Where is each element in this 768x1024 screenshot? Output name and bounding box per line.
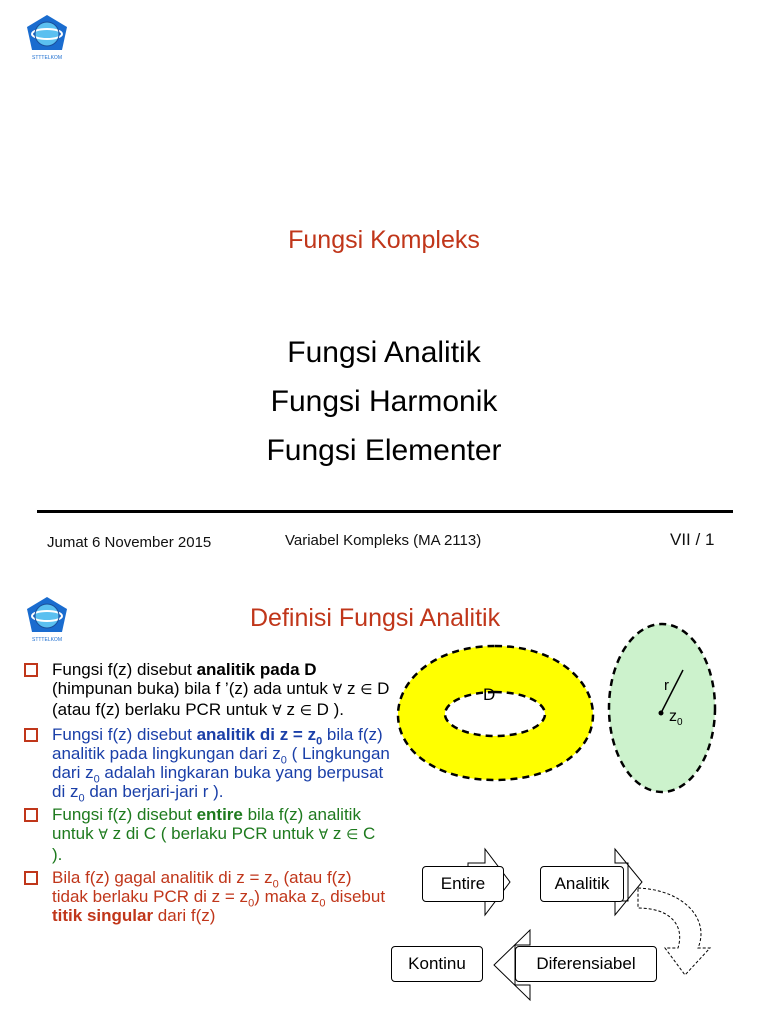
flow-entire-box: Entire bbox=[422, 866, 504, 902]
forall-symbol: ∀ bbox=[318, 827, 329, 843]
radius-label: r bbox=[664, 677, 669, 694]
bullet-titik-singular bbox=[22, 868, 390, 925]
text: Bila f(z) gagal analitik di z = z bbox=[52, 868, 273, 887]
term: titik singular bbox=[52, 906, 154, 925]
center-point bbox=[659, 711, 664, 716]
flow-diferensiabel-box: Diferensiabel bbox=[515, 946, 657, 982]
text: dari f(z) bbox=[153, 906, 216, 925]
text: z bbox=[342, 679, 361, 698]
bullet-entire bbox=[22, 805, 390, 864]
flow-kontinu-box: Kontinu bbox=[391, 946, 483, 982]
institution-logo bbox=[22, 12, 72, 62]
domain-d-shape bbox=[398, 646, 593, 780]
center-label: $z_0$ bbox=[669, 708, 683, 728]
text: dan berjari-jari r ). bbox=[84, 782, 224, 801]
element-of-symbol: ∈ bbox=[299, 703, 312, 719]
topic-analitik: Fungsi Analitik bbox=[287, 336, 481, 369]
forall-symbol: ∀ bbox=[332, 682, 343, 698]
domain-diagram bbox=[395, 640, 595, 785]
svg-text:STTTELKOM: STTTELKOM bbox=[31, 55, 63, 61]
bullet-square-icon bbox=[24, 871, 38, 885]
subscript: 0 bbox=[78, 792, 85, 805]
subscript: 0 bbox=[316, 735, 323, 748]
text: (himpunan buka) bila f ’(z) ada untuk bbox=[52, 679, 333, 698]
topic-elementer: Fungsi Elementer bbox=[266, 434, 502, 467]
text: z di C ( berlaku PCR untuk bbox=[107, 824, 319, 843]
subscript: 0 bbox=[319, 897, 326, 910]
text: D ). bbox=[311, 700, 344, 719]
term: entire bbox=[196, 805, 243, 824]
bullet-analitik-pada-d bbox=[22, 660, 390, 721]
subscript: 0 bbox=[280, 754, 287, 767]
text: Fungsi f(z) disebut bbox=[52, 725, 197, 744]
institution-logo-2 bbox=[22, 594, 72, 644]
text: z bbox=[328, 824, 347, 843]
text: z bbox=[281, 700, 300, 719]
term: analitik pada D bbox=[196, 660, 317, 679]
domain-label: D bbox=[483, 685, 496, 704]
text: bila f(z) analitik untuk bbox=[52, 805, 361, 843]
neighborhood-diagram bbox=[605, 620, 720, 800]
subscript: 0 bbox=[248, 897, 255, 910]
topic-harmonik: Fungsi Harmonik bbox=[270, 385, 498, 418]
forall-symbol: ∀ bbox=[272, 703, 282, 719]
text: Fungsi f(z) disebut bbox=[52, 805, 197, 824]
term: analitik di z = z bbox=[196, 725, 317, 744]
bullet-square-icon bbox=[24, 663, 38, 677]
text: (atau f(z) tidak berlaku PCR di z = z bbox=[52, 868, 352, 906]
bullet-analitik-di-z0 bbox=[22, 725, 390, 805]
text: ( Lingkungan dari z bbox=[52, 744, 390, 782]
text: bila f(z) analitik pada lingkungan dari z bbox=[52, 725, 383, 763]
flow-analitik-box: Analitik bbox=[540, 866, 624, 902]
text: Fungsi f(z) disebut bbox=[52, 660, 197, 679]
bullet-square-icon bbox=[24, 728, 38, 742]
footer-date: Jumat 6 November 2015 bbox=[47, 534, 212, 551]
slide1-title: Fungsi Kompleks bbox=[288, 226, 480, 254]
subscript: 0 bbox=[272, 878, 279, 891]
neighborhood-disk bbox=[609, 624, 715, 792]
footer-page: VII / 1 bbox=[670, 530, 715, 549]
text: D (atau f(z) berlaku PCR untuk bbox=[52, 679, 390, 719]
subscript: 0 bbox=[93, 773, 100, 786]
bullet-square-icon bbox=[24, 808, 38, 822]
svg-text:STTTELKOM: STTTELKOM bbox=[31, 637, 63, 643]
text: ) maka z bbox=[254, 887, 320, 906]
slide2-title: Definisi Fungsi Analitik bbox=[250, 604, 501, 632]
element-of-symbol: ∈ bbox=[360, 682, 373, 698]
definition-list bbox=[22, 660, 390, 929]
text: C ). bbox=[52, 824, 376, 864]
footer-course: Variabel Kompleks (MA 2113) bbox=[285, 532, 482, 549]
element-of-symbol: ∈ bbox=[346, 827, 359, 843]
footer-divider bbox=[37, 510, 733, 513]
text: adalah lingkaran buka yang berpusat di z bbox=[52, 763, 384, 801]
text: disebut bbox=[325, 887, 386, 906]
forall-symbol: ∀ bbox=[98, 827, 108, 843]
